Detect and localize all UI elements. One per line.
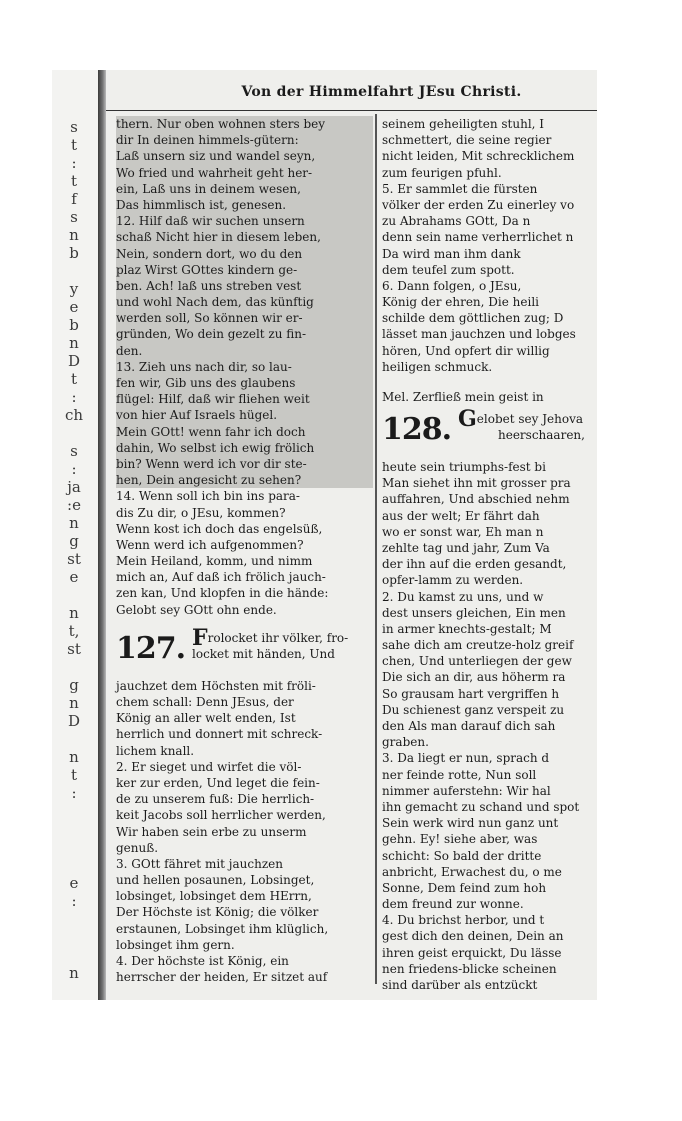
- text-line: plaz Wirst GOttes kindern ge-: [116, 262, 373, 278]
- text-line: König an aller welt enden, Ist: [116, 711, 296, 726]
- text-line: erstaunen, Lobsinget ihm klüglich,: [116, 921, 329, 936]
- text-line: jauchzet dem Höchsten mit fröli-: [116, 678, 316, 693]
- text-line: auffahren, Und abschied nehm: [382, 492, 570, 507]
- text-line: graben.: [382, 735, 429, 750]
- drop-cap: F: [192, 624, 208, 651]
- book-spine: [98, 70, 106, 1000]
- text-line: den.: [116, 343, 373, 359]
- text-line: ihn gemacht zu schand und spot: [382, 799, 580, 814]
- text-line: werden soll, So können wir er-: [116, 310, 373, 326]
- text-line: dest unsers gleichen, Ein men: [382, 605, 566, 620]
- text-line: hören, Und opfert dir willig: [382, 343, 550, 358]
- text-line: thern. Nur oben wohnen sters bey: [116, 116, 373, 132]
- text-line: 5. Er sammlet die fürsten: [382, 181, 538, 196]
- text-line: dir In deinen himmels-gütern:: [116, 132, 373, 148]
- text-line: Laß unsern siz und wandel seyn,: [116, 148, 373, 164]
- text-line: ner feinde rotte, Nun soll: [382, 767, 537, 782]
- text-line: dis Zu dir, o JEsu, kommen?: [116, 505, 286, 520]
- text-line: in armer knechts-gestalt; M: [382, 621, 552, 636]
- text-line: aus der welt; Er fährt dah: [382, 508, 540, 523]
- text-line: Mein Heiland, komm, und nimm: [116, 554, 313, 569]
- hymn-127-heading: [116, 624, 373, 678]
- text-line: flügel: Hilf, daß wir fliehen weit: [116, 391, 373, 407]
- text-line: Sonne, Dem feind zum hoh: [382, 880, 547, 895]
- text-line: heute sein triumphs-fest bi: [382, 460, 546, 474]
- text-line: genuß.: [116, 840, 159, 855]
- right-text-top: [382, 116, 682, 375]
- text-line: mich an, Auf daß ich frölich jauch-: [116, 570, 326, 585]
- text-line: dahin, Wo selbst ich ewig frölich: [116, 440, 373, 456]
- text-line: und wohl Nach dem, das künftig: [116, 294, 373, 310]
- column-divider: [375, 114, 377, 984]
- melody-line: Mel. Zerfließ mein geist in: [382, 390, 544, 404]
- hymn-first-lines: [192, 624, 349, 662]
- text-line: 14. Wenn soll ich bin ins para-: [116, 489, 300, 504]
- text-line: gründen, Wo dein gezelt zu fin-: [116, 326, 373, 342]
- second-line: locket mit händen, Und: [192, 647, 335, 662]
- text-line: dem freund zur wonne.: [382, 897, 524, 912]
- text-line: Du schienest ganz verspeit zu: [382, 702, 565, 717]
- text-line: anbricht, Erwachest du, o me: [382, 864, 562, 879]
- text-line: ker zur erden, Und leget die fein-: [116, 775, 320, 790]
- text-line: Mein GOtt! wenn fahr ich doch: [116, 424, 373, 440]
- text-line: schilde dem göttlichen zug; D: [382, 311, 564, 326]
- text-line: 3. GOtt fähret mit jauchzen: [116, 856, 284, 871]
- text-line: Das himmlisch ist, genesen.: [116, 197, 373, 213]
- text-line: wo er sonst war, Eh man n: [382, 524, 544, 539]
- text-line: fen wir, Gib uns des glaubens: [116, 375, 373, 391]
- text-line: de zu unserem fuß: Die herrlich-: [116, 792, 315, 807]
- text-line: chem schall: Denn JEsus, der: [116, 695, 294, 709]
- text-line: Wenn kost ich doch das engelsüß,: [116, 521, 323, 536]
- text-line: seinem geheiligten stuhl, I: [382, 117, 545, 131]
- text-line: den Als man darauf dich sah: [382, 719, 556, 733]
- text-line: dem teufel zum spott.: [382, 262, 515, 277]
- text-line: ihren geist erquickt, Du lässe: [382, 945, 562, 960]
- text-line: schmettert, die seine regier: [382, 133, 552, 148]
- text-line: lobsinget ihm gern.: [116, 937, 235, 952]
- text-line: hen, Dein angesicht zu sehen?: [116, 472, 373, 488]
- facing-page-letters: s t : t f s n b y e b n D t : ch s : ja :e n g st e n t, st g n D n t : e : n: [64, 118, 84, 982]
- text-line: 3. Da liegt er nun, sprach d: [382, 751, 550, 766]
- hymn-128-heading: [382, 406, 682, 459]
- text-line: und hellen posaunen, Lobsinget,: [116, 873, 315, 888]
- left-column: [116, 116, 373, 996]
- text-line: ben. Ach! laß uns streben vest: [116, 278, 373, 294]
- second-line: heerschaaren,: [498, 428, 585, 443]
- text-line: lobsinget, lobsinget dem HErrn,: [116, 889, 312, 904]
- text-line: bin? Wenn werd ich vor dir ste-: [116, 456, 373, 472]
- text-line: der ihn auf die erden gesandt,: [382, 557, 567, 572]
- hymn-number: 127.: [116, 630, 186, 666]
- text-line: heiligen schmuck.: [382, 359, 493, 374]
- text-line: 13. Zieh uns nach dir, so lau-: [116, 359, 373, 375]
- right-text-bottom: [382, 459, 682, 993]
- text-line: lässet man jauchzen und lobges: [382, 327, 576, 342]
- left-text-top: [116, 116, 373, 618]
- text-line: gehn. Ey! siehe aber, was: [382, 832, 538, 847]
- text-line: 2. Du kamst zu uns, und w: [382, 589, 544, 604]
- text-line: schicht: So bald der dritte: [382, 848, 542, 863]
- text-line: Die sich an dir, aus höherm ra: [382, 670, 566, 685]
- text-line: Wenn werd ich aufgenommen?: [116, 537, 304, 552]
- text-line: ein, Laß uns in deinem wesen,: [116, 181, 373, 197]
- right-column: [382, 116, 682, 996]
- text-line: schaß Nicht hier in diesem leben,: [116, 229, 373, 245]
- text-line: 4. Du brichst herbor, und t: [382, 913, 545, 928]
- scanned-page: [52, 70, 597, 1000]
- drop-cap: G: [458, 406, 477, 432]
- text-line: zehlte tag und jahr, Zum Va: [382, 540, 550, 555]
- text-line: herrscher der heiden, Er sitzet auf: [116, 970, 328, 985]
- text-line: König der ehren, Die heili: [382, 295, 540, 310]
- first-line: rolocket ihr völker, fro-: [207, 630, 349, 645]
- hymnal-page: [106, 70, 597, 1000]
- text-line: Wir haben sein erbe zu unserm: [116, 824, 307, 839]
- text-line: nimmer auferstehn: Wir hal: [382, 783, 551, 798]
- text-line: Da wird man ihm dank: [382, 246, 521, 261]
- hymn-number: 128.: [382, 412, 452, 447]
- text-line: denn sein name verherrlichet n: [382, 230, 574, 245]
- text-line: chen, Und unterliegen der gew: [382, 654, 572, 669]
- text-line: Wo fried und wahrheit geht her-: [116, 165, 373, 181]
- text-line: nen friedens-blicke scheinen: [382, 961, 557, 976]
- text-line: nicht leiden, Mit schrecklichem: [382, 149, 575, 164]
- text-line: Nein, sondern dort, wo du den: [116, 246, 373, 262]
- facing-page-edge: [52, 70, 98, 1000]
- text-line: von hier Auf Israels hügel.: [116, 407, 373, 423]
- text-line: Man siehet ihn mit grosser pra: [382, 476, 571, 491]
- text-line: lichem knall.: [116, 743, 195, 758]
- text-line: sind darüber als entzückt: [382, 978, 538, 992]
- text-line: opfer-lamm zu werden.: [382, 573, 524, 588]
- text-line: völker der erden Zu einerley vo: [382, 197, 575, 212]
- first-line: elobet sey Jehova: [476, 412, 584, 426]
- text-line: keit Jacobs soll herrlicher werden,: [116, 808, 326, 823]
- text-line: zen kan, Und klopfen in die hände:: [116, 586, 329, 601]
- text-line: 6. Dann folgen, o JEsu,: [382, 278, 522, 293]
- text-line: Gelobt sey GOtt ohn ende.: [116, 602, 277, 617]
- text-line: 2. Er sieget und wirfet die völ-: [116, 759, 302, 774]
- text-line: 12. Hilf daß wir suchen unsern: [116, 213, 373, 229]
- text-line: So grausam hart vergriffen h: [382, 686, 560, 701]
- text-line: Sein werk wird nun ganz unt: [382, 816, 559, 831]
- running-header: Von der Himmelfahrt JEsu Christi.: [106, 84, 597, 111]
- text-line: zu Abrahams GOtt, Da n: [382, 214, 531, 229]
- hymn-first-lines: [458, 406, 585, 443]
- left-text-bottom: [116, 678, 373, 986]
- text-line: gest dich den deinen, Dein an: [382, 929, 564, 944]
- text-line: herrlich und donnert mit schreck-: [116, 727, 323, 742]
- text-line: sahe dich am creutze-holz greif: [382, 638, 574, 653]
- text-line: 4. Der höchste ist König, ein: [116, 954, 289, 968]
- text-line: zum feurigen pfuhl.: [382, 165, 502, 180]
- text-line: Der Höchste ist König; die völker: [116, 905, 319, 920]
